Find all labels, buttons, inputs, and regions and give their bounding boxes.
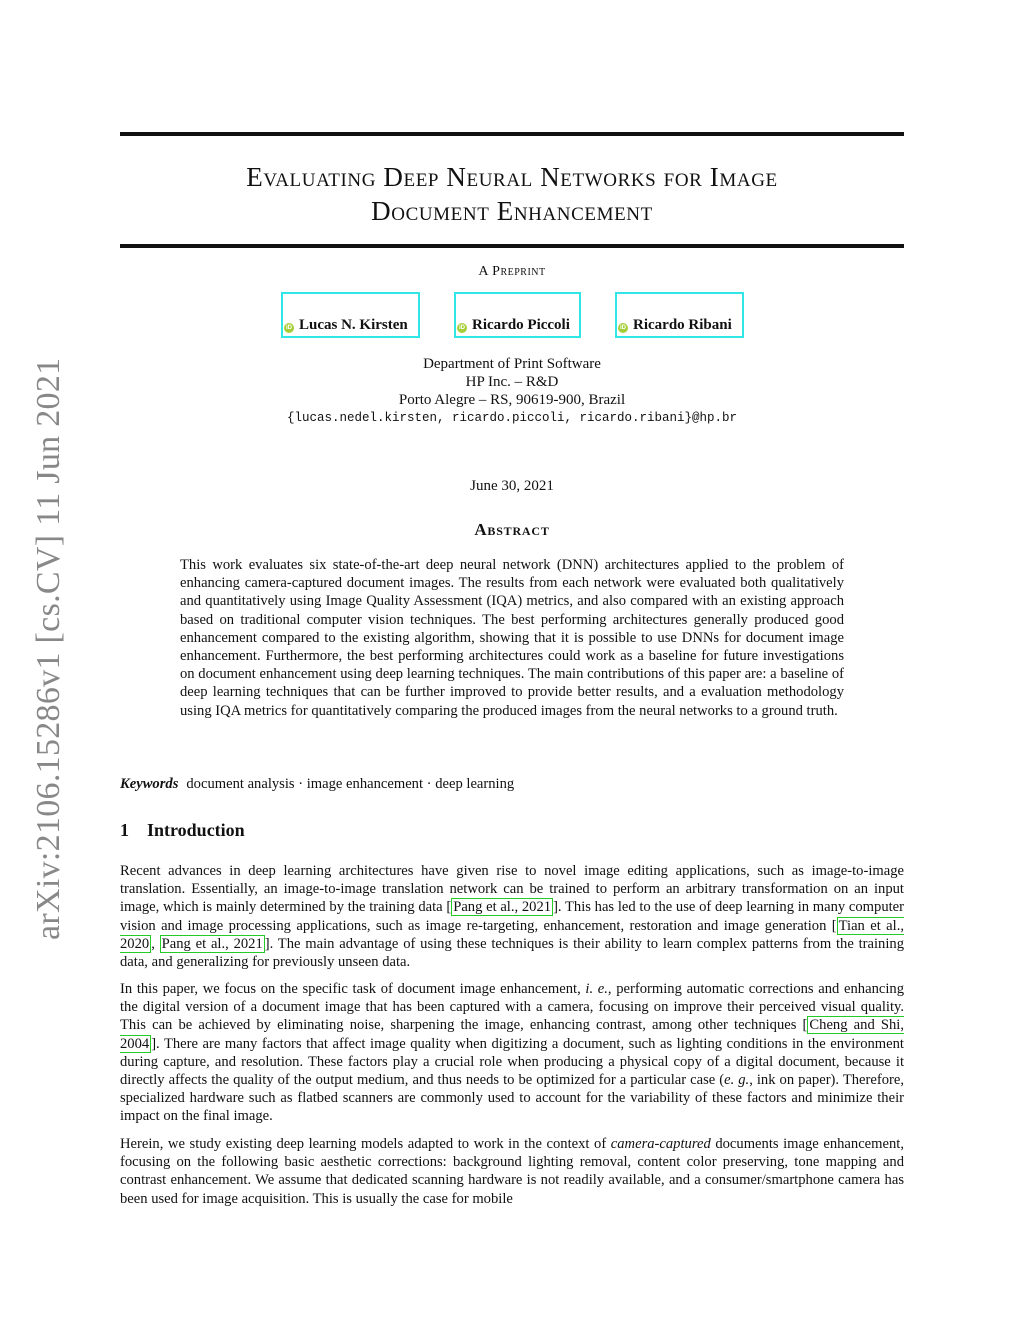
paper-title — [120, 160, 904, 228]
author-name: Ricardo Ribani — [633, 317, 732, 333]
text-span: documents image enhancement, focusing on the following basic aesthetic corrections: background lighting removal, content color preserving, tone mapping and contrast enhancement. We assume that dedicated scanning hardware is not readily available, and a consumer/smartphone camera has been used for image acquisition. This is usually the case for mobile — [120, 1136, 904, 1207]
orcid-icon[interactable]: iD — [620, 325, 626, 331]
department: Department of Print Software — [423, 356, 601, 372]
intro-paragraph-1 — [120, 862, 904, 971]
intro-paragraph-3 — [120, 1135, 904, 1208]
citation-link[interactable]: Pang et al., 2021 — [161, 935, 263, 952]
keywords-list: document analysis · image enhancement · deep learning — [186, 776, 515, 792]
author-name: Ricardo Piccoli — [472, 317, 570, 333]
text-span: Herein, we study existing deep learning models adapted to work in the context of — [120, 1136, 611, 1152]
title-top-rule — [120, 132, 904, 136]
citation-link[interactable]: Cheng and Shi, 2004 — [120, 1017, 904, 1052]
author-name: Lucas N. Kirsten — [299, 317, 408, 333]
intro-paragraph-2 — [120, 980, 904, 1126]
orcid-icon[interactable]: iD — [459, 325, 465, 331]
paper-date: June 30, 2021 — [470, 478, 554, 494]
italic-abbrev: i. e. — [585, 981, 608, 997]
title-bottom-rule — [120, 244, 904, 248]
affiliation-block — [120, 355, 904, 427]
section-heading — [120, 820, 245, 841]
title-line-2: Document Enhancement — [371, 196, 653, 226]
italic-emphasis: camera-captured — [610, 1136, 711, 1152]
text-span: Recent advances in deep learning architectures have given rise to novel image editing applications, such as image-to-image translation. Essentially, an image-to-image translation network can be trained to perform an arbitrary transformation on an input image, which is mainly determined by the training data [ — [120, 863, 904, 916]
address: Porto Alegre – RS, 90619-900, Brazil — [398, 392, 626, 408]
preprint-label: A Preprint — [478, 264, 546, 279]
section-title: Introduction — [147, 820, 245, 840]
citation-link[interactable]: Tian et al., 2020 — [120, 917, 904, 952]
text-span: , — [151, 935, 160, 952]
abstract-text: This work evaluates six state-of-the-art deep neural network (DNN) architectures applied to the problem of enhancing camera-captured document images. The results from each network were evaluated both qualitatively and quantitatively using Image Quality Assessment (IQA) metrics, and also compared with an existing approach based on traditional computer vision techniques. The best performing architectures generally produced good enhancement compared to the existing algorithm, showing that it is possible to use DNNs for document image enhancement. Furthermore, the best performing architectures could work as a baseline for future investigations on document enhancement using deep learning techniques. The main contributions of this paper are: a baseline of deep learning techniques that can be further improved to provide better results, and a evaluation methodology using IQA metrics for quantitatively comparing the produced images from the neural networks to a ground truth. — [180, 557, 844, 719]
text-span: ]. The main advantage of using these techniques is their ability to learn complex patterns from the training data, and generalizing for previously unseen data. — [120, 935, 905, 971]
orcid-icon[interactable]: iD — [286, 325, 292, 331]
italic-abbrev: e. g. — [724, 1072, 750, 1089]
author-link-2[interactable] — [454, 292, 581, 338]
text-span: In this paper, we focus on the specific task of document image enhancement, — [120, 981, 586, 997]
author-link-1[interactable] — [281, 292, 420, 338]
arxiv-side-label: arXiv:2106.15286v1 [cs.CV] 11 Jun 2021 — [30, 357, 67, 940]
text-span: ]. This has led to the use of deep learning in many computer vision and image processing applications, such as image re-targeting, enhancement, restoration and image generation [ — [120, 899, 905, 934]
keywords-line — [120, 776, 514, 793]
company: HP Inc. – R&D — [465, 374, 559, 390]
text-span: , ink on paper). Therefore, specialized hardware such as flatbed scanners are commonly used to account for the variability of these factors and minimize their impact on the final image. — [120, 1072, 904, 1125]
title-line-1: Evaluating Deep Neural Networks for Image — [246, 162, 778, 192]
keywords-label: Keywords — [120, 776, 179, 792]
citation-link[interactable]: Pang et al., 2021 — [453, 899, 552, 916]
email: {lucas.nedel.kirsten, ricardo.piccoli, ricardo.ribani}@hp.br — [286, 411, 738, 425]
text-span: , performing automatic corrections and enhancing the digital version of a document image that has been captured with a camera, focusing on improve their perceived visual quality. This can be achieved by eliminating noise, sharpening the image, enhancing contrast, among other techniques [ — [120, 981, 905, 1034]
abstract-heading: Abstract — [474, 520, 550, 539]
author-link-3[interactable] — [615, 292, 744, 338]
text-span: ]. There are many factors that affect image quality when digitizing a document, such as lighting conditions in the environment during capture, and resolution. These factors play a crucial role when producing a physical copy of a digital document, because it directly affects the quality of the output medium, and thus needs to be optimized for a particular case ( — [120, 1035, 904, 1089]
section-number: 1 — [120, 820, 129, 840]
